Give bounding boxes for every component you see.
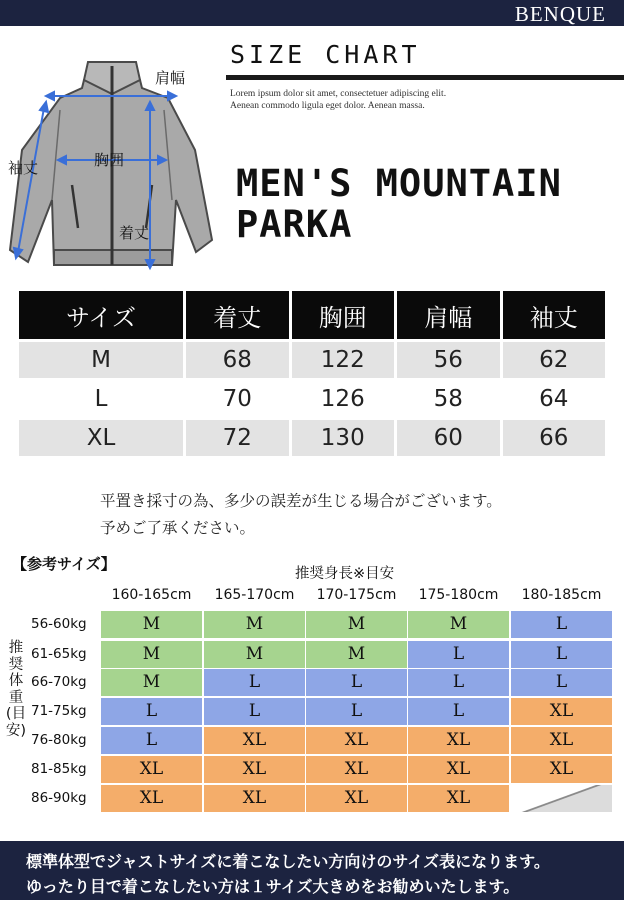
weight-row-header: 61-65kg <box>31 646 87 662</box>
table-cell: 122 <box>292 342 395 378</box>
size-cell: XL <box>306 727 407 754</box>
size-cell: M <box>306 641 407 668</box>
recommended-height-label: 推奨身長※目安 <box>295 566 395 582</box>
size-cell: M <box>101 611 202 638</box>
size-cell: XL <box>306 756 407 783</box>
size-cell: XL <box>204 785 305 812</box>
size-cell: L <box>306 669 407 696</box>
diagram-label-sleeve: 袖丈 <box>8 159 39 177</box>
table-row <box>19 420 605 456</box>
size-cell: L <box>511 641 612 668</box>
size-cell: L <box>204 669 305 696</box>
size-cell: M <box>101 669 202 696</box>
top-banner <box>0 0 624 26</box>
size-cell: XL <box>408 727 509 754</box>
height-column-header: 175-180cm <box>418 587 499 603</box>
size-cell: M <box>408 611 509 638</box>
table-row <box>19 342 605 378</box>
table-cell: L <box>19 381 183 417</box>
size-cell: XL <box>408 785 509 812</box>
size-cell: L <box>408 669 509 696</box>
measurement-note-1: 平置き採寸の為、多少の誤差が生じる場合がございます。 <box>100 492 502 510</box>
recommended-weight-label: 推奨体重(目安) <box>5 640 27 739</box>
diagram-label-shoulder: 肩幅 <box>155 69 186 87</box>
size-cell: L <box>408 641 509 668</box>
table-cell: 62 <box>503 342 606 378</box>
reference-size-title: 【参考サイズ】 <box>12 555 116 573</box>
header-sleeve: 袖丈 <box>503 291 606 339</box>
header-length: 着丈 <box>186 291 289 339</box>
size-cell: XL <box>306 785 407 812</box>
size-cell: L <box>511 611 612 638</box>
size-cell: XL <box>511 727 612 754</box>
table-cell: 60 <box>397 420 500 456</box>
size-cell: L <box>101 698 202 725</box>
lorem-text-2: Aenean commodo ligula eget dolor. Aenean massa. <box>230 101 425 111</box>
height-column-header: 165-170cm <box>214 587 295 603</box>
table-cell: M <box>19 342 183 378</box>
table-cell: 130 <box>292 420 395 456</box>
table-row <box>19 381 605 417</box>
size-cell: L <box>306 698 407 725</box>
size-chart-title: SIZE CHART <box>230 40 421 69</box>
header-chest: 胸囲 <box>292 291 395 339</box>
empty-size-cell <box>511 785 612 812</box>
table-cell: 66 <box>503 420 606 456</box>
footer-note-1: 標準体型でジャストサイズに着こなしたい方向けのサイズ表になります。 <box>26 852 550 871</box>
weight-row-header: 56-60kg <box>31 616 87 632</box>
table-cell: XL <box>19 420 183 456</box>
product-name-line-2: PARKA <box>236 203 353 246</box>
size-cell: M <box>204 611 305 638</box>
header-shoulder: 肩幅 <box>397 291 500 339</box>
height-column-header: 170-175cm <box>316 587 397 603</box>
table-cell: 56 <box>397 342 500 378</box>
diagram-label-chest: 胸囲 <box>94 151 125 169</box>
size-cell: XL <box>408 756 509 783</box>
size-cell: XL <box>101 756 202 783</box>
size-cell: M <box>204 641 305 668</box>
product-name-line-1: MEN'S MOUNTAIN <box>236 162 562 205</box>
weight-row-header: 71-75kg <box>31 703 87 719</box>
size-cell: L <box>204 698 305 725</box>
table-cell: 72 <box>186 420 289 456</box>
table-cell: 64 <box>503 381 606 417</box>
table-cell: 58 <box>397 381 500 417</box>
weight-row-header: 66-70kg <box>31 674 87 690</box>
size-table-header-row <box>19 291 605 339</box>
table-cell: 126 <box>292 381 395 417</box>
weight-row-header: 86-90kg <box>31 790 87 806</box>
footer-banner <box>0 841 624 900</box>
size-cell: XL <box>511 756 612 783</box>
diagram-label-length: 着丈 <box>119 224 150 242</box>
footer-note-2: ゆったり目で着こなしたい方は１サイズ大きめをお勧めいたします。 <box>26 877 520 896</box>
size-cell: M <box>306 611 407 638</box>
size-cell: L <box>101 727 202 754</box>
height-column-header: 180-185cm <box>521 587 602 603</box>
size-cell: L <box>408 698 509 725</box>
header-size: サイズ <box>19 291 183 339</box>
measurement-note-2: 予めご了承ください。 <box>100 519 256 537</box>
size-cell: XL <box>204 756 305 783</box>
size-cell: XL <box>101 785 202 812</box>
size-cell: XL <box>204 727 305 754</box>
lorem-text-1: Lorem ipsum dolor sit amet, consectetuer adipiscing elit. <box>230 89 447 99</box>
brand-logo: BENQUE <box>514 2 606 26</box>
size-cell: M <box>101 641 202 668</box>
size-table <box>16 288 608 459</box>
weight-row-header: 81-85kg <box>31 761 87 777</box>
size-cell: XL <box>511 698 612 725</box>
weight-row-header: 76-80kg <box>31 732 87 748</box>
table-cell: 70 <box>186 381 289 417</box>
height-column-header: 160-165cm <box>111 587 192 603</box>
title-rule <box>226 75 624 80</box>
size-cell: L <box>511 669 612 696</box>
table-cell: 68 <box>186 342 289 378</box>
